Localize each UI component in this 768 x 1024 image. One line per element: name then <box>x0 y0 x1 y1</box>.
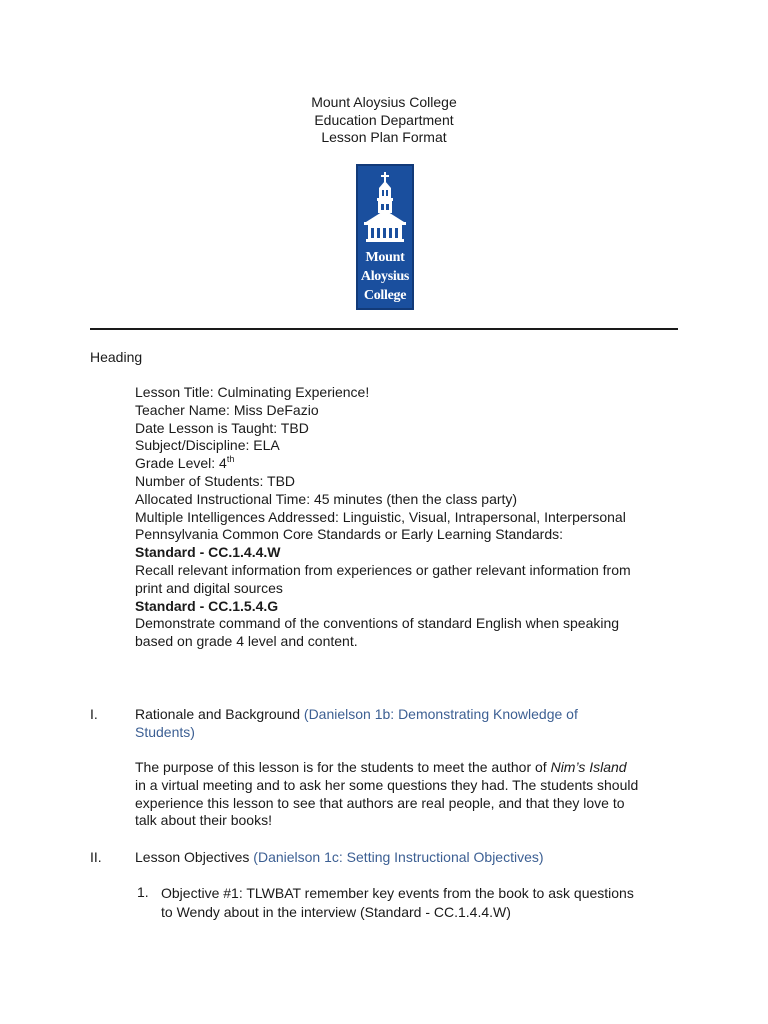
instructional-time: Allocated Instructional Time: 45 minutes (then the class party) <box>135 490 518 507</box>
lesson-title: Lesson Title: Culminating Experience! <box>135 384 370 400</box>
logo-wordmark: Mount Aloysius College <box>360 250 410 303</box>
college-logo <box>356 164 414 310</box>
objective-text: Objective #1: TLWBAT remember key events from the book to ask questions to Wendy about in the interview (Standard - CC.1.4.4.W) <box>161 885 634 920</box>
number-of-students: Number of Students: TBD <box>135 472 296 489</box>
standard-2-text-line1: Demonstrate command of the conventions of standard English when speaking <box>135 615 620 632</box>
section-heading-label: Heading <box>90 349 143 365</box>
teacher-name: Teacher Name: Miss DeFazio <box>135 401 319 418</box>
section-number: II. <box>90 849 102 865</box>
standard-2-text-line2: based on grade 4 level and content. <box>135 633 358 650</box>
lesson-details <box>135 384 680 651</box>
standard-1-title: Standard - CC.1.4.4.W <box>135 544 281 561</box>
section-number: I. <box>90 706 98 722</box>
grade-level: Grade Level: 4th <box>135 453 235 472</box>
section-title: Lesson Objectives (Danielson 1c: Setting Instructional Objectives) <box>135 849 544 865</box>
standards-intro: Pennsylvania Common Core Standards or Early Learning Standards: <box>135 526 564 543</box>
subject-discipline: Subject/Discipline: ELA <box>135 437 280 454</box>
danielson-reference: (Danielson 1b: Demonstrating Knowledge of <box>303 706 578 722</box>
rationale-paragraph: The purpose of this lesson is for the students to meet the author of Nim’s Island in a virtual meeting and to ask her some questions they had. The students should experience this lesson to see that authors are real people, and that they love to talk about their books! <box>135 759 639 829</box>
section-title: Rationale and Background (Danielson 1b: Demonstrating Knowledge of Students) <box>135 706 680 742</box>
document-header <box>0 94 768 147</box>
danielson-reference-cont: Students) <box>135 723 195 740</box>
horizontal-rule <box>90 328 678 330</box>
standard-1-text-line2: print and digital sources <box>135 579 283 596</box>
college-name: Mount Aloysius College <box>311 94 457 110</box>
objective-number: 1. <box>137 884 149 900</box>
multiple-intelligences: Multiple Intelligences Addressed: Linguistic, Visual, Intrapersonal, Interpersonal <box>135 508 626 525</box>
standard-1-text-line1: Recall relevant information from experiences or gather relevant information from <box>135 561 631 578</box>
standard-2-title: Standard - CC.1.5.4.G <box>135 597 279 614</box>
department-name: Education Department <box>314 111 454 128</box>
danielson-reference: (Danielson 1c: Setting Instructional Objectives) <box>253 849 544 865</box>
college-chapel-icon <box>358 166 412 248</box>
document-type: Lesson Plan Format <box>321 129 447 145</box>
book-title: Nim’s Island <box>550 759 627 775</box>
date-taught: Date Lesson is Taught: TBD <box>135 419 309 436</box>
